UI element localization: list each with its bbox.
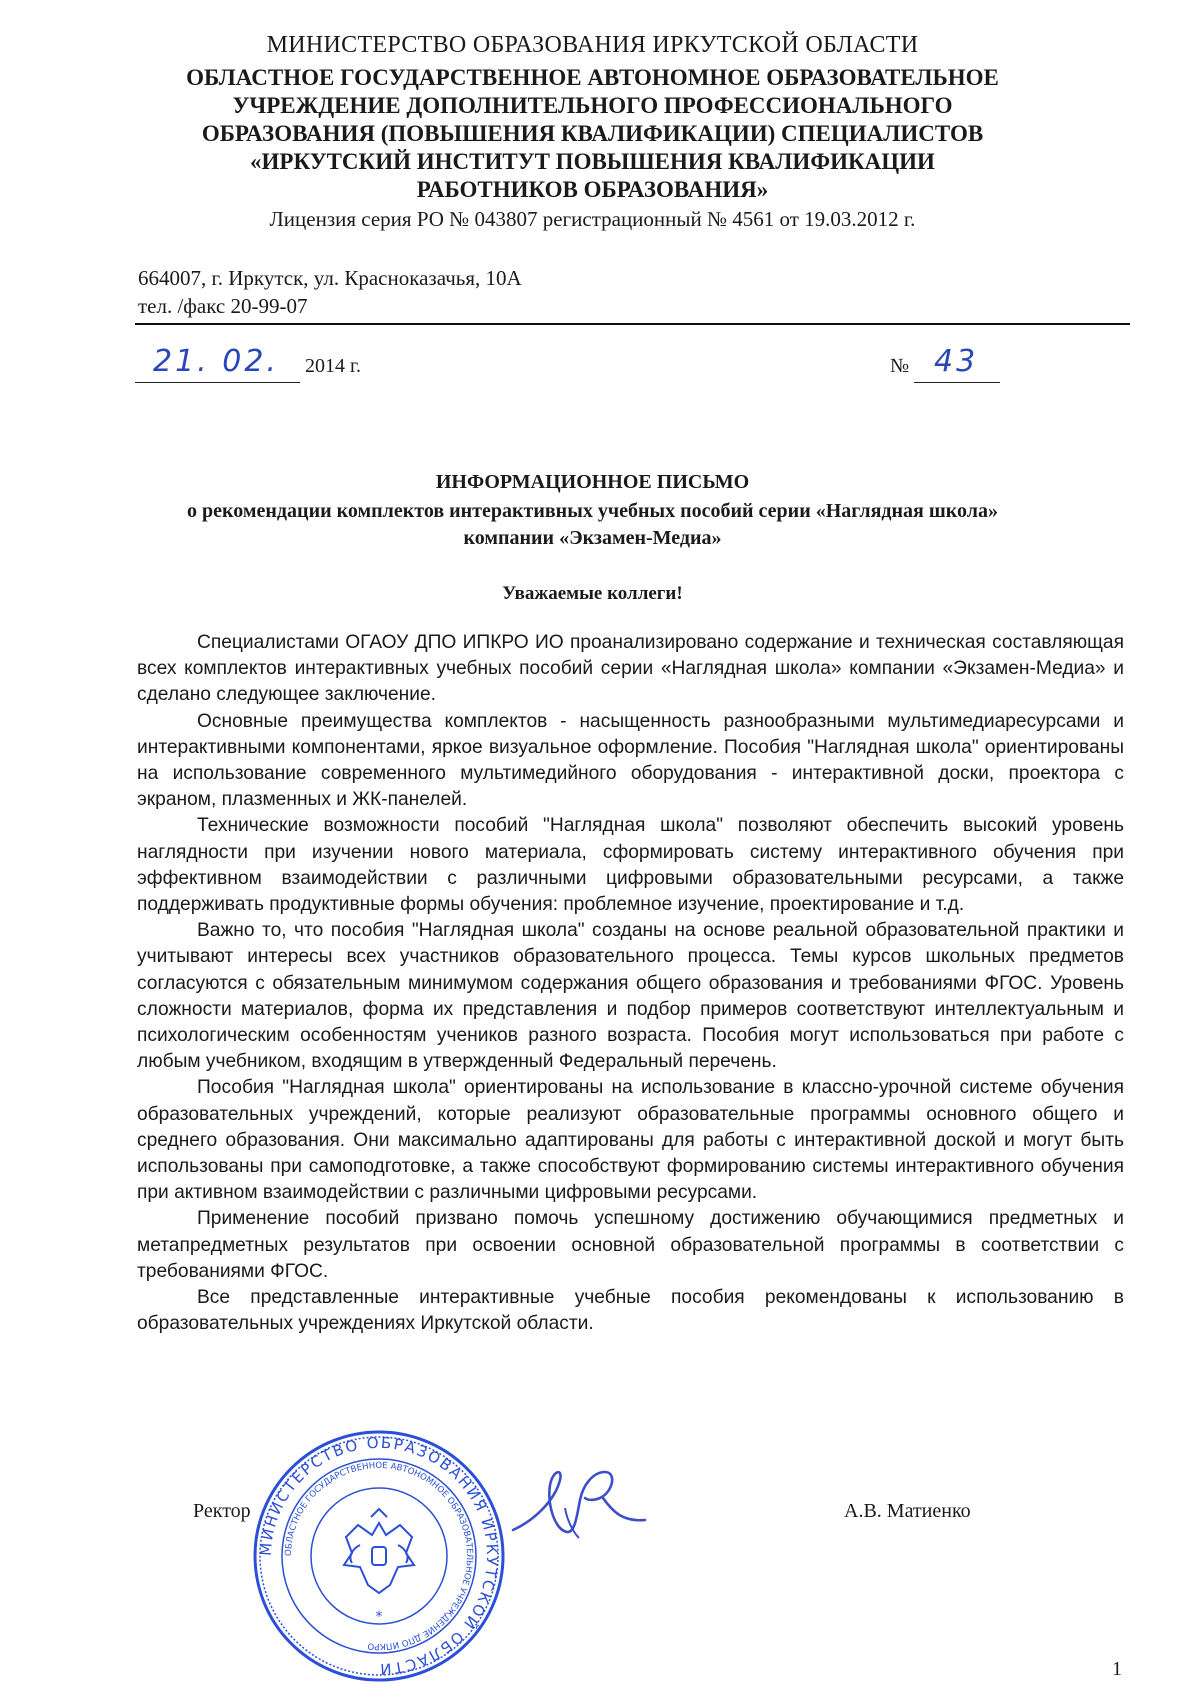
letter-body bbox=[137, 630, 1124, 1337]
org-line: РАБОТНИКОВ ОБРАЗОВАНИЯ» bbox=[416, 177, 769, 202]
page-number: 1 bbox=[1112, 1658, 1122, 1680]
letter-title: ИНФОРМАЦИОННОЕ ПИСЬМО bbox=[435, 471, 750, 493]
letter-subtitle-company: компании «Экзамен-Медиа» bbox=[463, 527, 722, 549]
org-line: УЧРЕЖДЕНИЕ ДОПОЛНИТЕЛЬНОГО ПРОФЕССИОНАЛЬНОГО bbox=[232, 93, 953, 118]
org-line: ОБЛАСТНОЕ ГОСУДАРСТВЕННОЕ АВТОНОМНОЕ ОБРАЗОВАТЕЛЬНОЕ bbox=[186, 65, 999, 90]
stamp-inner-text: ОБЛАСТНОЕ ГОСУДАРСТВЕННОЕ АВТОНОМНОЕ ОБРАЗОВАТЕЛЬНОЕ УЧРЕЖДЕНИЕ ДПО ИПКРО bbox=[283, 1460, 475, 1652]
signatory-role: Ректор bbox=[193, 1500, 251, 1522]
handwritten-date: 21. 02. bbox=[153, 344, 279, 379]
handwritten-signature bbox=[505, 1460, 655, 1550]
number-label: № bbox=[890, 355, 910, 377]
org-line: ОБРАЗОВАНИЯ (ПОВЫШЕНИЯ КВАЛИФИКАЦИИ) СПЕЦИАЛИСТОВ bbox=[201, 121, 984, 146]
greeting: Уважаемые коллеги! bbox=[502, 583, 683, 604]
ministry-name: МИНИСТЕРСТВО ОБРАЗОВАНИЯ ИРКУТСКОЙ ОБЛАСТИ bbox=[266, 32, 919, 58]
license-line: Лицензия серия РО № 043807 регистрационный № 4561 от 19.03.2012 г. bbox=[269, 207, 916, 231]
paragraph: Специалистами ОГАОУ ДПО ИПКРО ИО проанализировано содержание и техническая составляющая всех комплектов интерактивных учебных пособий серии «Наглядная школа» компании «Экзамен-Медиа» и сделано следующее заключение. bbox=[137, 632, 1124, 706]
header-divider bbox=[135, 323, 1130, 325]
stamp-outer-text: МИНИСТЕРСТВО ОБРАЗОВАНИЯ ИРКУТСКОЙ ОБЛАСТИ bbox=[256, 1433, 502, 1679]
date-year: 2014 г. bbox=[305, 355, 361, 377]
phone-fax: тел. /факс 20-99-07 bbox=[138, 294, 308, 318]
paragraph: Пособия "Наглядная школа" ориентированы на использование в классно-урочной системе обучения образовательных учреждений, которые реализуют образовательные программы основного общего и среднего образования. Они максимально адаптированы для работы с интерактивной доской и могут быть использованы при самоподготовке, а также способствуют формированию системы интерактивного обучения при активном взаимодействии с различными цифровыми ресурсами. bbox=[137, 1077, 1124, 1204]
handwritten-number: 43 bbox=[934, 344, 979, 379]
date-line bbox=[135, 344, 300, 383]
letter-subtitle: о рекомендации комплектов интерактивных учебных пособий серии «Наглядная школа» bbox=[187, 500, 998, 522]
coat-of-arms-icon bbox=[344, 1509, 414, 1593]
paragraph: Важно то, что пособия "Наглядная школа" созданы на основе реальной образовательной практики и учитывают интересы всех участников образовательного процесса. Темы курсов школьных предметов согласуются с обязательным минимумом содержания общего образования и требованиями ФГОС. Уровень сложности материалов, форма их представления и подбор примеров соответствуют интеллектуальным и психологическим особенностям учеников разного возраста. Пособия могут использоваться при работе с любым учебником, входящим в утвержденный Федеральный перечень. bbox=[137, 920, 1124, 1073]
organization-name bbox=[0, 64, 1185, 204]
svg-text:*: * bbox=[375, 1609, 383, 1625]
paragraph: Основные преимущества комплектов - насыщенность разнообразными мультимедиаресурсами и интерактивными компонентами, яркое визуальное оформление. Пособия "Наглядная школа" ориентированы на использование современного мультимедийного оборудования - интерактивной доски, проектора с экраном, плазменных и ЖК-панелей. bbox=[137, 710, 1124, 811]
paragraph: Технические возможности пособий "Наглядная школа" позволяют обеспечить высокий уровень наглядности при изучении нового материала, сформировать систему интерактивного обучения при эффективном взаимодействии с различными цифровыми образовательными ресурсами, а также поддерживать продуктивные формы обучения: проблемное изучение, проектирование и т.д. bbox=[137, 815, 1124, 916]
paragraph: Все представленные интерактивные учебные пособия рекомендованы к использованию в образовательных учреждениях Иркутской области. bbox=[137, 1287, 1124, 1335]
signatory-name: А.В. Матиенко bbox=[844, 1500, 971, 1522]
paragraph: Применение пособий призвано помочь успешному достижению обучающимися предметных и метапредметных результатов при освоении основной образовательной программы в соответствии с требованиями ФГОС. bbox=[137, 1208, 1124, 1282]
number-line bbox=[914, 344, 1000, 383]
org-line: «ИРКУТСКИЙ ИНСТИТУТ ПОВЫШЕНИЯ КВАЛИФИКАЦИИ bbox=[250, 149, 935, 174]
official-seal bbox=[248, 1425, 510, 1687]
address: 664007, г. Иркутск, ул. Красноказачья, 10А bbox=[138, 266, 522, 290]
